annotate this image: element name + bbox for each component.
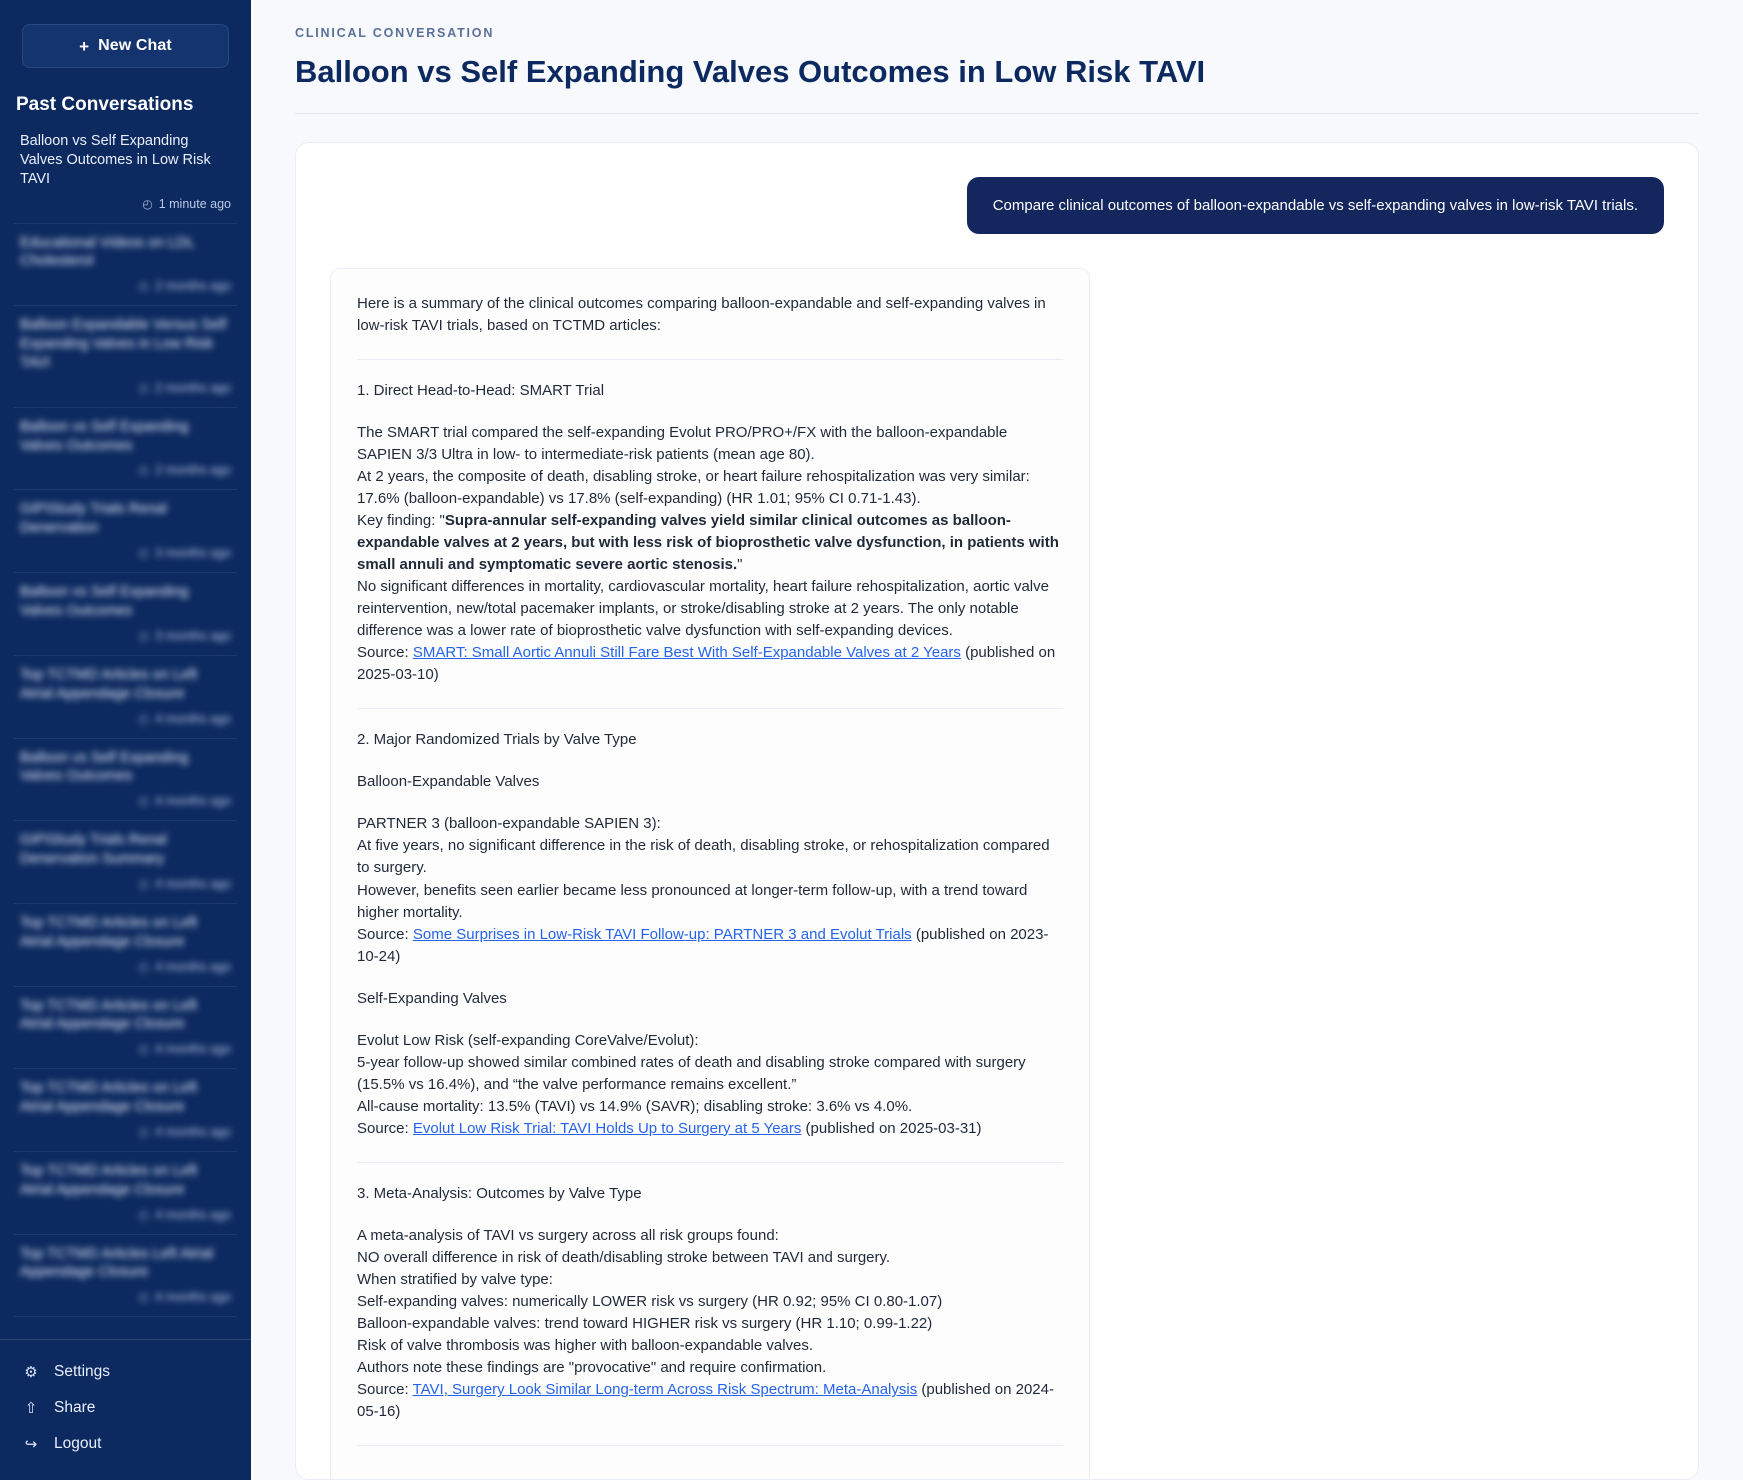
source-suffix: (published on 2023-10-24): [357, 925, 1049, 965]
conversation-title: GIPIStudy Trials Renal Denervation: [20, 501, 167, 537]
source-prefix: Source:: [357, 925, 413, 943]
new-chat-button[interactable]: [22, 24, 229, 68]
section-1-heading: 1. Direct Head-to-Head: SMART Trial: [357, 381, 605, 399]
conversation-timestamp: 4 months ago: [155, 711, 231, 726]
section-2-p1: PARTNER 3 (balloon-expandable SAPIEN 3):: [357, 815, 661, 833]
conversation-timestamp: 3 months ago: [155, 546, 231, 561]
conversation-list-item[interactable]: [14, 987, 237, 1070]
conversation-timestamp: 4 months ago: [155, 1290, 231, 1305]
assistant-message-card: [330, 268, 1090, 1480]
section-divider: [357, 1162, 1063, 1163]
sidebar-item-settings[interactable]: [0, 1354, 251, 1390]
section-divider: [357, 708, 1063, 709]
conversation-meta: [20, 629, 231, 643]
clock-icon: ◴: [142, 196, 153, 211]
clock-icon: ◴: [138, 794, 150, 809]
conversation-title: Balloon vs Self Expanding Valves Outcomes: [20, 584, 189, 619]
plus-icon: +: [79, 36, 90, 56]
section-divider: [357, 359, 1063, 360]
section-2-source-1: [357, 924, 1063, 968]
source-suffix: (published on 2025-03-31): [801, 1119, 982, 1137]
sidebar-item-logout[interactable]: [0, 1426, 251, 1462]
spacer: [357, 968, 1063, 988]
conversation-timestamp: 4 months ago: [155, 876, 231, 891]
conversation-list-item[interactable]: [14, 1235, 237, 1318]
conversation-list-item[interactable]: [14, 573, 237, 656]
conversation-meta: [20, 794, 231, 808]
spacer: [357, 402, 1063, 422]
conversation-timestamp: 2 months ago: [155, 463, 231, 478]
spacer: [357, 1205, 1063, 1225]
conversation-meta: [20, 1290, 231, 1304]
section-1-p2: At 2 years, the composite of death, disabling stroke, or heart failure rehospitalization was very similar: 17.6% (balloon-expandable) vs 17.8% (self-expanding) (HR 1.01; 95% CI 0.71-1.43).: [357, 467, 1030, 507]
source-prefix: Source:: [357, 1381, 413, 1399]
key-finding-label: Key finding: ": [357, 511, 445, 529]
clock-icon: ◴: [138, 1207, 150, 1222]
conversation-title: Balloon vs Self Expanding Valves Outcomes: [20, 418, 189, 454]
conversation-title: Balloon vs Self Expanding Valves Outcomes: [20, 749, 189, 785]
section-2-p4: Evolut Low Risk (self-expanding CoreValve/Evolut):: [357, 1031, 699, 1049]
section-2-sub-balloon: Balloon-Expandable Valves: [357, 773, 540, 791]
source-prefix: Source:: [357, 1119, 413, 1137]
chat-panel: [295, 142, 1699, 1480]
conversation-meta: [20, 960, 231, 974]
conversation-meta: [20, 877, 231, 891]
source-link-meta-analysis[interactable]: TAVI, Surgery Look Similar Long-term Across Risk Spectrum: Meta-Analysis: [412, 1381, 918, 1399]
section-3-p4: Self-expanding valves: numerically LOWER risk vs surgery (HR 0.92; 95% CI 0.80-1.07): [357, 1293, 943, 1311]
section-2-heading: 2. Major Randomized Trials by Valve Type: [357, 731, 637, 749]
conversation-timestamp: 4 months ago: [155, 1124, 231, 1139]
conversation-list-item[interactable]: [14, 1069, 237, 1152]
conversation-list-item[interactable]: [14, 656, 237, 739]
user-message-bubble: Compare clinical outcomes of balloon-expandable vs self-expanding valves in low-risk TAVI trials.: [967, 177, 1664, 234]
section-3-heading: 3. Meta-Analysis: Outcomes by Valve Type: [357, 1184, 642, 1202]
clock-icon: ◴: [138, 1124, 150, 1139]
conversation-timestamp: 4 months ago: [155, 1207, 231, 1222]
conversation-title: Top TCTMD Articles on Left Atrial Appendage Closure: [20, 914, 198, 950]
section-2-source-2: [357, 1118, 1063, 1140]
conversation-list-item[interactable]: [14, 739, 237, 822]
conversation-title: Top TCTMD Articles on Left Atrial Appendage Closure: [20, 997, 198, 1033]
section-1-key-finding: [357, 510, 1063, 576]
section-3-p7: Authors note these findings are "provocative" and require confirmation.: [357, 1359, 827, 1377]
source-link-smart[interactable]: SMART: Small Aortic Annuli Still Fare Best With Self-Expandable Valves at 2 Years: [412, 644, 961, 662]
clock-icon: ◴: [138, 1042, 150, 1057]
source-suffix: (published on 2024-05-16): [357, 1381, 1054, 1421]
conversation-title: GIPIStudy Trials Renal Denervation Summary: [20, 832, 167, 868]
past-conversations-heading: Past Conversations: [16, 94, 194, 115]
sidebar-footer: [0, 1339, 251, 1480]
clock-icon: ◴: [138, 1290, 150, 1305]
section-3-p3: When stratified by valve type:: [357, 1271, 553, 1289]
conversation-meta: [20, 1042, 231, 1056]
clock-icon: ◴: [138, 463, 150, 478]
conversation-list[interactable]: [0, 122, 251, 1339]
conversation-title: Top TCTMD Articles on Left Atrial Appendage Closure: [20, 666, 198, 702]
conversation-list-item[interactable]: [14, 904, 237, 987]
source-link-evolut[interactable]: Evolut Low Risk Trial: TAVI Holds Up to Surgery at 5 Years: [412, 1119, 802, 1137]
clock-icon: ◴: [138, 876, 150, 891]
source-link-partner3[interactable]: Some Surprises in Low-Risk TAVI Follow-up: PARTNER 3 and Evolut Trials: [412, 925, 912, 943]
conversation-title: Balloon Expandable Versus Self Expanding Valves in Low Risk TAVI: [20, 317, 227, 371]
conversation-list-item[interactable]: [14, 821, 237, 904]
conversation-list-item[interactable]: [14, 224, 237, 307]
settings-label: Settings: [54, 1363, 111, 1380]
section-divider: [357, 1445, 1063, 1446]
conversation-title: Balloon vs Self Expanding Valves Outcomes in Low Risk TAVI: [20, 133, 211, 187]
conversation-list-item[interactable]: [14, 122, 237, 224]
conversation-meta: [20, 463, 231, 477]
sidebar: [0, 0, 251, 1480]
conversation-meta: [20, 712, 231, 726]
key-finding-text: Supra-annular self-expanding valves yield similar clinical outcomes as balloon-expandable valves at 2 years, but with less risk of bioprosthetic valve dysfunction, in patients with small annuli and symptomatic severe aortic stenosis.: [357, 511, 1059, 573]
spacer: [357, 793, 1063, 813]
conversation-list-item[interactable]: [14, 306, 237, 408]
conversation-title: Top TCTMD Articles on Left Atrial Appendage Closure: [20, 1080, 198, 1116]
clock-icon: ◴: [138, 380, 150, 395]
section-2-sub-self-expanding: Self-Expanding Valves: [357, 989, 507, 1007]
conversation-meta: [20, 546, 231, 560]
conversation-timestamp: 1 minute ago: [158, 196, 231, 211]
conversation-timestamp: 4 months ago: [155, 1042, 231, 1057]
section-3-p1: A meta-analysis of TAVI vs surgery across all risk groups found:: [357, 1227, 779, 1245]
conversation-title: Top TCTMD Articles on Left Atrial Appendage Closure: [20, 1162, 198, 1198]
new-chat-label: New Chat: [98, 37, 172, 54]
conversation-title: Top TCTMD Articles Left Atrial Appendage Closure: [20, 1245, 214, 1281]
breadcrumb: CLINICAL CONVERSATION: [295, 26, 495, 40]
logout-icon: ↪: [24, 1436, 38, 1453]
source-suffix: (published on 2025-03-10): [357, 644, 1056, 684]
conversation-meta: [20, 279, 231, 293]
conversation-meta: [20, 1208, 231, 1222]
section-1-p1: The SMART trial compared the self-expanding Evolut PRO/PRO+/FX with the balloon-expandable SAPIEN 3/3 Ultra in low- to intermediate-risk patients (mean age 80).: [357, 423, 1008, 463]
clock-icon: ◴: [138, 959, 150, 974]
clock-icon: ◴: [138, 279, 150, 294]
section-3-p5: Balloon-expandable valves: trend toward HIGHER risk vs surgery (HR 1.10; 0.99-1.22): [357, 1315, 933, 1333]
section-1-source: [357, 642, 1063, 686]
sidebar-item-share[interactable]: [0, 1390, 251, 1426]
section-3-p2: NO overall difference in risk of death/disabling stroke between TAVI and surgery.: [357, 1249, 891, 1267]
conversation-meta: [20, 197, 231, 211]
clock-icon: ◴: [138, 711, 150, 726]
conversation-timestamp: 2 months ago: [155, 279, 231, 294]
conversation-timestamp: 3 months ago: [155, 628, 231, 643]
page-title: Balloon vs Self Expanding Valves Outcomes in Low Risk TAVI: [295, 54, 1206, 89]
section-2-p3: However, benefits seen earlier became less pronounced at longer-term follow-up, with a trend toward higher mortality.: [357, 881, 1028, 921]
section-1-p3: No significant differences in mortality, cardiovascular mortality, heart failure rehospitalization, aortic valve reintervention, new/total pacemaker implants, or stroke/disabling stroke at 2 years. The only notable difference was a lower rate of bioprosthetic valve dysfunction with self-expanding devices.: [357, 578, 1049, 640]
section-3-source: [357, 1379, 1063, 1423]
section-2-p5: 5-year follow-up showed similar combined rates of death and disabling stroke compared with surgery (15.5% vs 16.4%), and “the valve performance remains excellent.”: [357, 1053, 1026, 1093]
clock-icon: ◴: [138, 628, 150, 643]
section-2-p6: All-cause mortality: 13.5% (TAVI) vs 14.9% (SAVR); disabling stroke: 3.6% vs 4.0%.: [357, 1097, 913, 1115]
share-icon: ⇧: [24, 1400, 38, 1417]
conversation-meta: [20, 381, 231, 395]
new-chat-container: [0, 0, 251, 78]
conversation-list-item[interactable]: [14, 490, 237, 573]
conversation-timestamp: 4 months ago: [155, 959, 231, 974]
share-label: Share: [54, 1399, 96, 1416]
assistant-intro: Here is a summary of the clinical outcomes comparing balloon-expandable and self-expanding valves in low-risk TAVI trials, based on TCTMD articles:: [357, 294, 1046, 334]
user-message-row: [330, 177, 1664, 234]
header-divider: [295, 113, 1699, 114]
conversation-list-item[interactable]: [14, 1152, 237, 1235]
spacer: [357, 1010, 1063, 1030]
spacer: [357, 751, 1063, 771]
conversation-timestamp: 2 months ago: [155, 380, 231, 395]
conversation-list-item[interactable]: [14, 408, 237, 491]
section-2-p2: At five years, no significant difference in the risk of death, disabling stroke, or rehospitalization compared to surgery.: [357, 837, 1050, 877]
page-header: [251, 0, 1743, 142]
main-content: [251, 0, 1743, 1480]
gear-icon: ⚙: [24, 1364, 38, 1381]
logout-label: Logout: [54, 1435, 102, 1452]
section-3-p6: Risk of valve thrombosis was higher with balloon-expandable valves.: [357, 1337, 814, 1355]
clock-icon: ◴: [138, 546, 150, 561]
key-finding-close: ": [737, 556, 743, 573]
conversation-meta: [20, 1125, 231, 1139]
conversation-timestamp: 4 months ago: [155, 794, 231, 809]
conversation-title: Educational Videos on LDL Cholesterol: [20, 234, 195, 270]
source-prefix: Source:: [357, 644, 413, 662]
